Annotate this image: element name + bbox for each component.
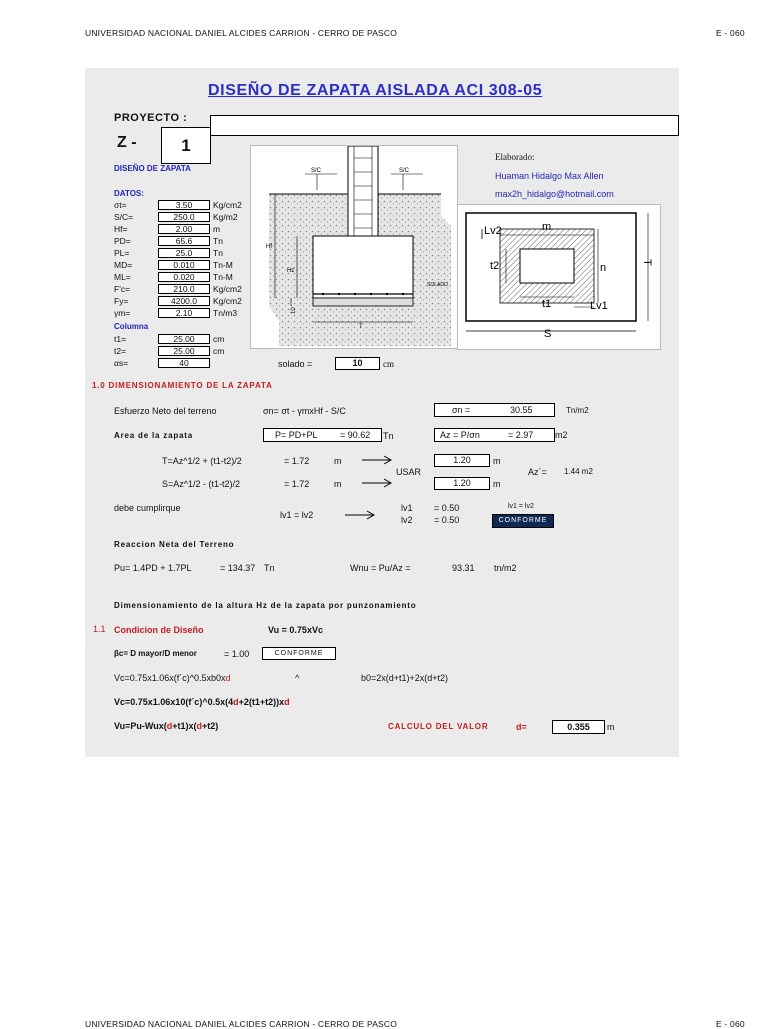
datos-label-cell: γm=	[114, 308, 131, 318]
az-unit: m2	[555, 430, 568, 440]
section-11-num: 1.1	[93, 624, 106, 634]
datos-value-cell[interactable]: 2.00	[158, 224, 210, 234]
solado-value[interactable]: 10	[335, 357, 380, 370]
s-use-unit: m	[493, 479, 501, 489]
m-text: m	[542, 221, 552, 233]
p-formula: P= PD+PL	[275, 430, 318, 440]
b0-formula: b0=2x(d+t1)+2x(d+t2)	[361, 673, 449, 683]
arrow-right-icon	[362, 475, 392, 493]
wnu-formula: Wnu = Pu/Az =	[350, 563, 411, 573]
vc1-text: Vc=0.75x1.06x(f´c)^0.5xb0x	[114, 673, 226, 683]
solado-unit: cm	[383, 359, 394, 369]
columna-value-cell[interactable]: 25.00	[158, 346, 210, 356]
datos-unit-cell: Tn	[213, 236, 223, 246]
elaborado-label: Elaborado:	[495, 152, 535, 162]
datos-unit-cell: Tn	[213, 248, 223, 258]
datos-unit-cell: Kg/cm2	[213, 200, 242, 210]
elaborado-email[interactable]: max2h_hidalgo@hotmail.com	[495, 189, 614, 199]
section-11-label: Condicion de Diseño	[114, 625, 204, 635]
footing-section-diagram	[250, 145, 458, 349]
datos-value-cell[interactable]: 65.6	[158, 236, 210, 246]
header-page-code: E - 060	[716, 28, 745, 38]
t-use-value[interactable]: 1.20	[434, 454, 490, 467]
proyecto-label: PROYECTO :	[114, 112, 188, 124]
beta-label: βc= D mayor/D menor	[114, 649, 197, 658]
datos-unit-cell: Kg/cm2	[213, 296, 242, 306]
datos-unit-cell: Tn-M	[213, 260, 233, 270]
az-prime-label: Az´=	[528, 467, 547, 477]
z-label: Z -	[117, 134, 137, 151]
footer-page-code: E - 060	[716, 1019, 745, 1029]
t1-text: t1	[542, 298, 552, 310]
datos-label-cell: S/C=	[114, 212, 134, 222]
t-unit: m	[334, 456, 342, 466]
t2-text: t2	[490, 260, 500, 272]
datos-unit-cell: Tn/m3	[213, 308, 238, 318]
datos-unit-cell: Kg/cm2	[213, 284, 242, 294]
vu2-text-c: +t2)	[202, 721, 219, 731]
datos-label-cell: ML=	[114, 272, 131, 282]
datos-value-cell[interactable]: 0.020	[158, 272, 210, 282]
footing-section-svg	[251, 146, 457, 348]
datos-value-cell[interactable]: 4200.0	[158, 296, 210, 306]
datos-value-cell[interactable]: 250.0	[158, 212, 210, 222]
s-use-value[interactable]: 1.20	[434, 477, 490, 490]
s-formula: S=Az^1/2 - (t1-t2)/2	[162, 479, 241, 489]
caret-mark: ^	[295, 673, 300, 683]
arrow-right-icon	[345, 507, 375, 525]
datos-label-cell: PL=	[114, 248, 130, 258]
elaborado-name: Huaman Hidalgo Max Allen	[495, 171, 604, 181]
datos-label-cell: F'c=	[114, 284, 131, 294]
n-text: n	[600, 262, 607, 274]
vc2-text-b: +2(t1+t2))x	[238, 697, 285, 707]
datos-label-cell: σt=	[114, 200, 127, 210]
sigma-n-value: 30.55	[510, 405, 533, 415]
columna-label-cell: t1=	[114, 334, 127, 344]
beta-conforme: CONFORME	[262, 647, 336, 660]
hz-text: Hz	[287, 268, 295, 274]
pu-formula: Pu= 1.4PD + 1.7PL	[114, 563, 192, 573]
lv2-value: = 0.50	[434, 515, 460, 525]
columna-label-cell: t2=	[114, 346, 127, 356]
esfuerzo-formula: σn= σt - γmxHf - S/C	[263, 406, 346, 416]
sigma-n-unit: Tn/m2	[566, 406, 589, 415]
solado-text: SOLADO	[427, 282, 448, 288]
d-label: d=	[516, 722, 527, 732]
t-plan-text: T	[641, 259, 653, 266]
proyecto-input[interactable]	[210, 115, 679, 136]
datos-label: DATOS:	[114, 189, 144, 198]
s-value: = 1.72	[284, 479, 310, 489]
lv1-label: lv1	[401, 503, 413, 513]
z-number: 1	[161, 127, 211, 164]
az-prime-value: 1.44 m2	[564, 467, 593, 476]
columna-unit-cell: cm	[213, 346, 225, 356]
t-use-unit: m	[493, 456, 501, 466]
s-unit: m	[334, 479, 342, 489]
datos-unit-cell: m	[213, 224, 221, 234]
diseno-label: DISEÑO DE ZAPATA	[114, 164, 191, 173]
dimension-label: Dimensionamiento de la altura Hz de la zapata por punzonamiento	[114, 601, 417, 610]
cumplir-label: debe cumplirque	[114, 503, 181, 513]
az-formula: Az = P/σn	[440, 430, 480, 440]
header-university: UNIVERSIDAD NACIONAL DANIEL ALCIDES CARRION - CERRO DE PASCO	[85, 28, 398, 38]
solado-label: solado =	[278, 359, 313, 369]
lv2-label: lv2	[401, 515, 413, 525]
wnu-value: 93.31	[452, 563, 475, 573]
d-unit: m	[607, 722, 615, 732]
datos-value-cell[interactable]: 210.0	[158, 284, 210, 294]
datos-label-cell: Hf=	[114, 224, 128, 234]
wnu-unit: tn/m2	[494, 563, 517, 573]
pu-value: = 134.37	[220, 563, 256, 573]
arrow-right-icon	[362, 452, 392, 470]
sc-right-text: S/C	[399, 168, 410, 174]
t-formula: T=Az^1/2 + (t1-t2)/2	[162, 456, 242, 466]
footer-university: UNIVERSIDAD NACIONAL DANIEL ALCIDES CARRION - CERRO DE PASCO	[85, 1019, 398, 1029]
usar-label: USAR	[396, 467, 422, 477]
lv-formula: lv1 = lv2	[280, 510, 314, 520]
columna-value-cell[interactable]: 40	[158, 358, 210, 368]
lv1-value: = 0.50	[434, 503, 460, 513]
conforme-status: CONFORME	[492, 514, 554, 528]
calculo-label: CALCULO DEL VALOR	[388, 722, 489, 731]
ten-text: 10	[291, 307, 297, 314]
datos-value-cell[interactable]: 3.50	[158, 200, 210, 210]
columna-label-cell: αs=	[114, 358, 129, 368]
lv-check: lv1 = lv2	[508, 503, 534, 510]
esfuerzo-label: Esfuerzo Neto del terreno	[114, 406, 217, 416]
p-unit: Tn	[383, 431, 394, 441]
columna-unit-cell: cm	[213, 334, 225, 344]
az-value: = 2.97	[508, 430, 534, 440]
t-text: T	[359, 324, 363, 330]
vu2-d: d	[166, 721, 173, 731]
datos-unit-cell: Tn-M	[213, 272, 233, 282]
vc-formula-2	[114, 697, 290, 707]
lv1-text: Lv1	[590, 300, 608, 312]
section-1-title: 1.0 DIMENSIONAMIENTO DE LA ZAPATA	[92, 381, 273, 390]
vu2-d2: d	[196, 721, 203, 731]
datos-label-cell: PD=	[114, 236, 131, 246]
t-value: = 1.72	[284, 456, 310, 466]
vc2-d2: d	[284, 697, 290, 707]
footing-plan-diagram	[457, 204, 661, 350]
lv2-text: Lv2	[484, 225, 502, 237]
columna-label: Columna	[114, 322, 149, 331]
vc-formula-1	[114, 673, 231, 683]
area-label: Area de la zapata	[114, 431, 193, 440]
datos-label-cell: MD=	[114, 260, 133, 270]
vu2-text-b: +t1)x(	[172, 721, 197, 731]
vc1-d: d	[225, 673, 231, 683]
s-text: S	[544, 328, 552, 340]
page-title: DISEÑO DE ZAPATA AISLADA ACI 308-05	[208, 82, 543, 99]
sigma-n-label: σn =	[452, 405, 471, 415]
p-value: = 90.62	[340, 430, 371, 440]
datos-label-cell: Fy=	[114, 296, 129, 306]
vu-formula-2	[114, 721, 218, 731]
datos-value-cell[interactable]: 2.10	[158, 308, 210, 318]
datos-value-cell[interactable]: 0.010	[158, 260, 210, 270]
d-value[interactable]: 0.355	[552, 720, 605, 734]
vu-formula: Vu = 0.75xVc	[268, 625, 323, 635]
datos-value-cell[interactable]: 25.0	[158, 248, 210, 258]
vc2-d: d	[233, 697, 239, 707]
beta-value: = 1.00	[224, 649, 250, 659]
pu-unit: Tn	[264, 563, 275, 573]
datos-unit-cell: Kg/m2	[213, 212, 238, 222]
vu2-text: Vu=Pu-Wux(	[114, 721, 167, 731]
columna-value-cell[interactable]: 25.00	[158, 334, 210, 344]
sc-left-text: S/C	[311, 168, 322, 174]
hf-text: Hf	[266, 244, 272, 250]
vc2-text: Vc=0.75x1.06x10(f´c)^0.5x(4	[114, 697, 234, 707]
reaccion-label: Reaccion Neta del Terreno	[114, 540, 235, 549]
footing-plan-svg	[458, 205, 660, 349]
